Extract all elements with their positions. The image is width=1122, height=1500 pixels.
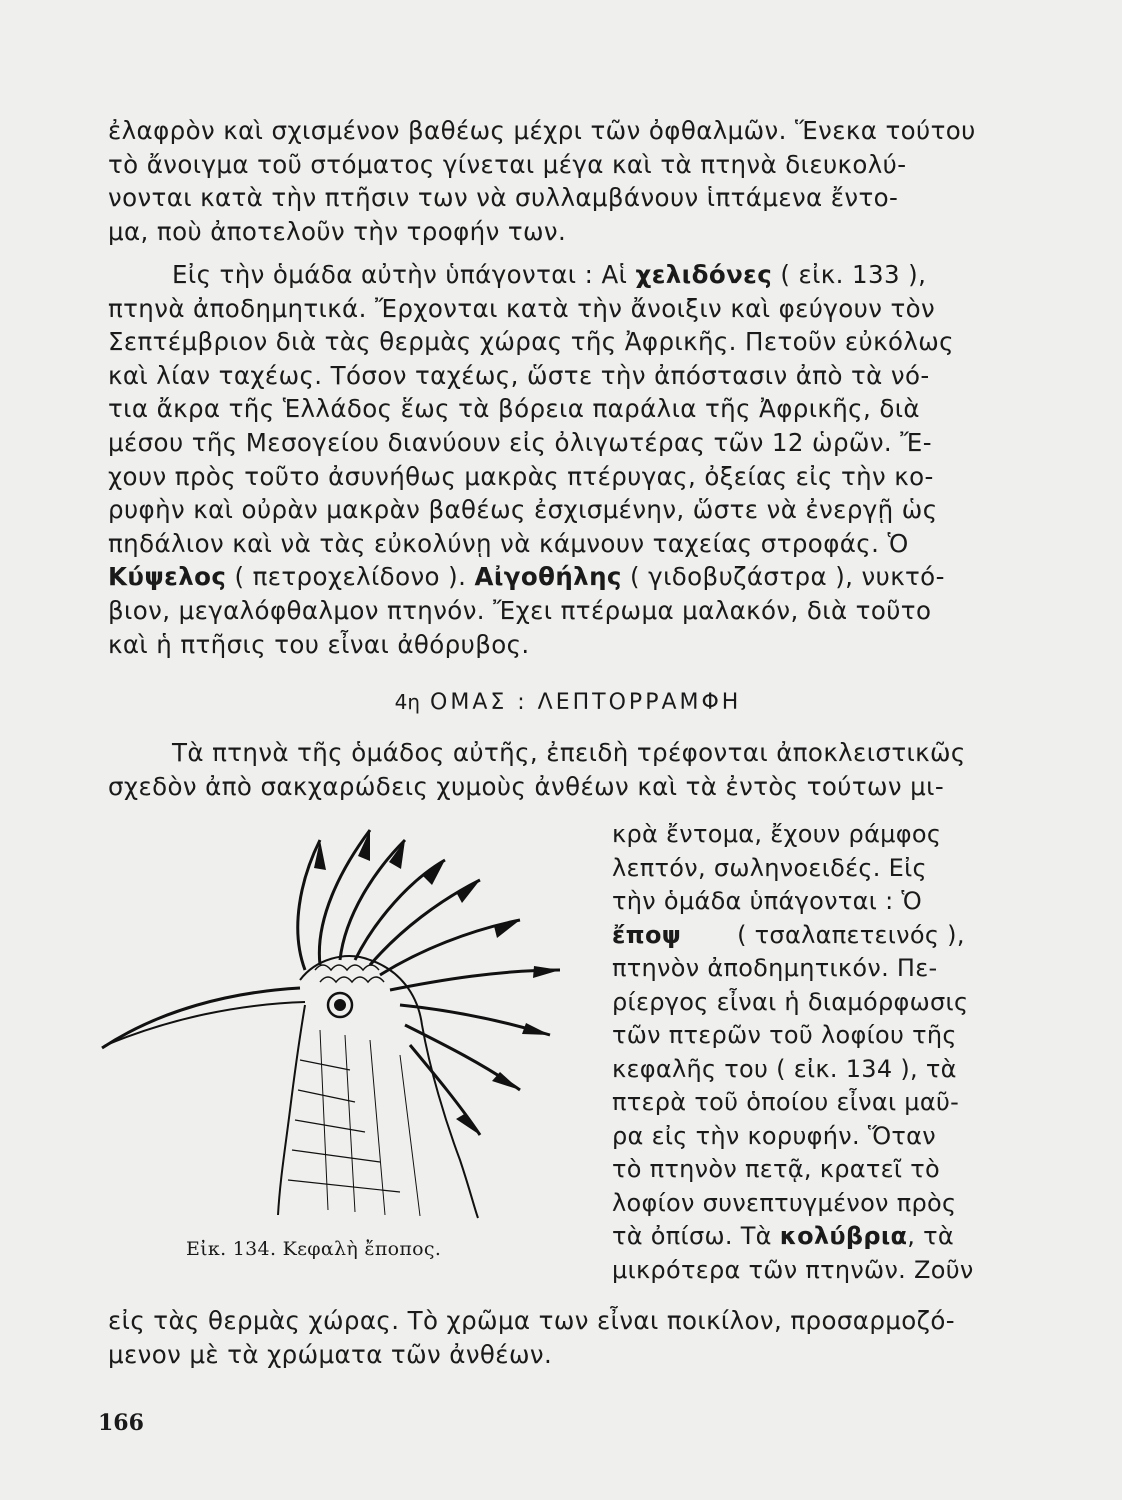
term-hoopoe: ἔποψ [612,920,682,949]
text-segment: τὰ ὀπίσω. Τὰ [612,1222,780,1250]
figure-caption: Εἰκ. 134. Κεφαλὴ ἔποπος. [186,1238,442,1260]
text-line: νονται κατὰ τὴν πτῆσιν των νὰ συλλαμβάνουν ἱπτάμενα ἔντο- [108,183,899,213]
text-line: ρα εἰς τὴν κορυφήν. Ὅταν [612,1121,937,1150]
section-heading [108,690,1028,715]
text-line [612,1220,1028,1254]
page-number: 166 [98,1410,144,1436]
text-segment: ( πετροχελίδονο ). [226,562,475,592]
term-swallows: χελιδόνες [635,260,773,289]
text-line: ἐλαφρὸν καὶ σχισμένον βαθέως μέχρι τῶν ὀφθαλμῶν. Ἕνεκα τούτου [108,116,976,145]
text-line: μικρότερα τῶν πτηνῶν. Ζοῦν [612,1255,974,1284]
text-line: εἰς τὰς θερμὰς χώρας. Τὸ χρῶμα των εἶναι ποικίλον, προσαρμοζό- [108,1306,956,1335]
text-line: τὸ πτηνὸν πετᾷ, κρατεῖ τὸ [612,1155,940,1183]
text-line: κεφαλῆς του ( εἰκ. 134 ), τὰ [612,1054,957,1083]
paragraph-closing [108,1304,1028,1371]
text-line: μέσου τῆς Μεσογείου διανύουν εἰς ὀλιγωτέρας τῶν 12 ὡρῶν. Ἔ- [108,427,932,457]
term-hummingbirds: κολύβρια [779,1222,908,1250]
text-line: ρυφὴν καὶ οὐρὰν μακρὰν βαθέως ἐσχισμένην, ὥστε νὰ ἐνεργῇ ὡς [108,495,938,525]
text-line: πηδάλιον καὶ νὰ τὰς εὐκολύνῃ νὰ κάμνουν ταχείας στροφάς. Ὁ [108,528,909,558]
hoopoe-head-illustration [100,820,580,1220]
text-line: Τὰ πτηνὰ τῆς ὁμάδος αὐτῆς, ἐπειδὴ τρέφονται ἀποκλειστικῶς [172,738,966,767]
text-segment: ( εἰκ. 133 ), [772,260,927,289]
text-line: πτηνὸν ἀποδημητικόν. Πε- [612,954,938,982]
text-line: τὴν ὁμάδα ὑπάγονται : Ὁ [612,887,923,915]
text-line [108,560,1028,594]
text-line: τια ἄκρα τῆς Ἑλλάδος ἕως τὰ βόρεια παράλια τῆς Ἀφρικῆς, διὰ [108,394,920,424]
text-segment: ( τσαλαπετεινός ), [737,920,965,949]
text-line: μα, ποὺ ἀποτελοῦν τὴν τροφήν των. [108,216,567,246]
text-line: κρὰ ἔντομα, ἔχουν ράμφος [612,820,942,848]
paragraph-intro [108,114,1028,248]
section-number: 4η [394,690,421,714]
text-segment: , τὰ [907,1222,955,1250]
text-line: Σεπτέμβριον διὰ τὰς θερμὰς χώρας τῆς Ἀφρικῆς. Πετοῦν εὐκόλως [108,327,954,357]
term-nightjar: Αἰγοθήλης [474,562,622,592]
text-line: τὸ ἄνοιγμα τοῦ στόματος γίνεται μέγα καὶ τὰ πτηνὰ διευκολύ- [108,149,907,179]
text-line: μενον μὲ τὰ χρώματα τῶν ἀνθέων. [108,1339,553,1369]
text-line: καὶ λίαν ταχέως. Τόσον ταχέως, ὥστε τὴν ἀπόστασιν ἀπὸ τὰ νό- [108,360,930,390]
text-line: καὶ ἡ πτῆσις του εἶναι ἀθόρυβος. [108,629,530,659]
text-segment: ( γιδοβυζάστρα ), νυκτό- [621,562,945,592]
text-line: βιον, μεγαλόφθαλμον πτηνόν. Ἔχει πτέρωμα μαλακόν, διὰ τοῦτο [108,595,932,625]
text-line: ρίεργος εἶναι ἡ διαμόρφωσις [612,987,969,1016]
paragraph-hummingbirds-intro [108,736,1028,803]
text-line: σχεδὸν ἀπὸ σακχαρώδεις χυμοὺς ἀνθέων καὶ τὰ ἐντὸς τούτων μι- [108,771,945,801]
text-line: λεπτόν, σωληνοειδές. Εἰς [612,853,927,882]
text-line [612,919,1028,953]
text-line [108,258,1028,292]
column-text [612,818,1028,1287]
text-line: λοφίον συνεπτυγμένον πρὸς [612,1188,957,1217]
text-line: πτερὰ τοῦ ὁποίου εἶναι μαῦ- [612,1088,960,1116]
text-line: χουν πρὸς τοῦτο ἀσυνήθως μακρὰς πτέρυγας, ὀξείας εἰς τὴν κο- [108,461,934,491]
text-line: πτηνὰ ἀποδημητικά. Ἔρχονται κατὰ τὴν ἄνοιξιν καὶ φεύγουν τὸν [108,293,936,323]
term-swift: Κύψελος [108,562,227,592]
text-line: τῶν πτερῶν τοῦ λοφίου τῆς [612,1021,957,1049]
section-title: ΟΜΑΣ : ΛΕΠΤΟΡΡΑΜΦΗ [430,690,742,715]
text-segment: Εἰς τὴν ὁμάδα αὐτὴν ὑπάγονται : Αἱ [172,260,636,289]
paragraph-swallows [108,258,1028,661]
